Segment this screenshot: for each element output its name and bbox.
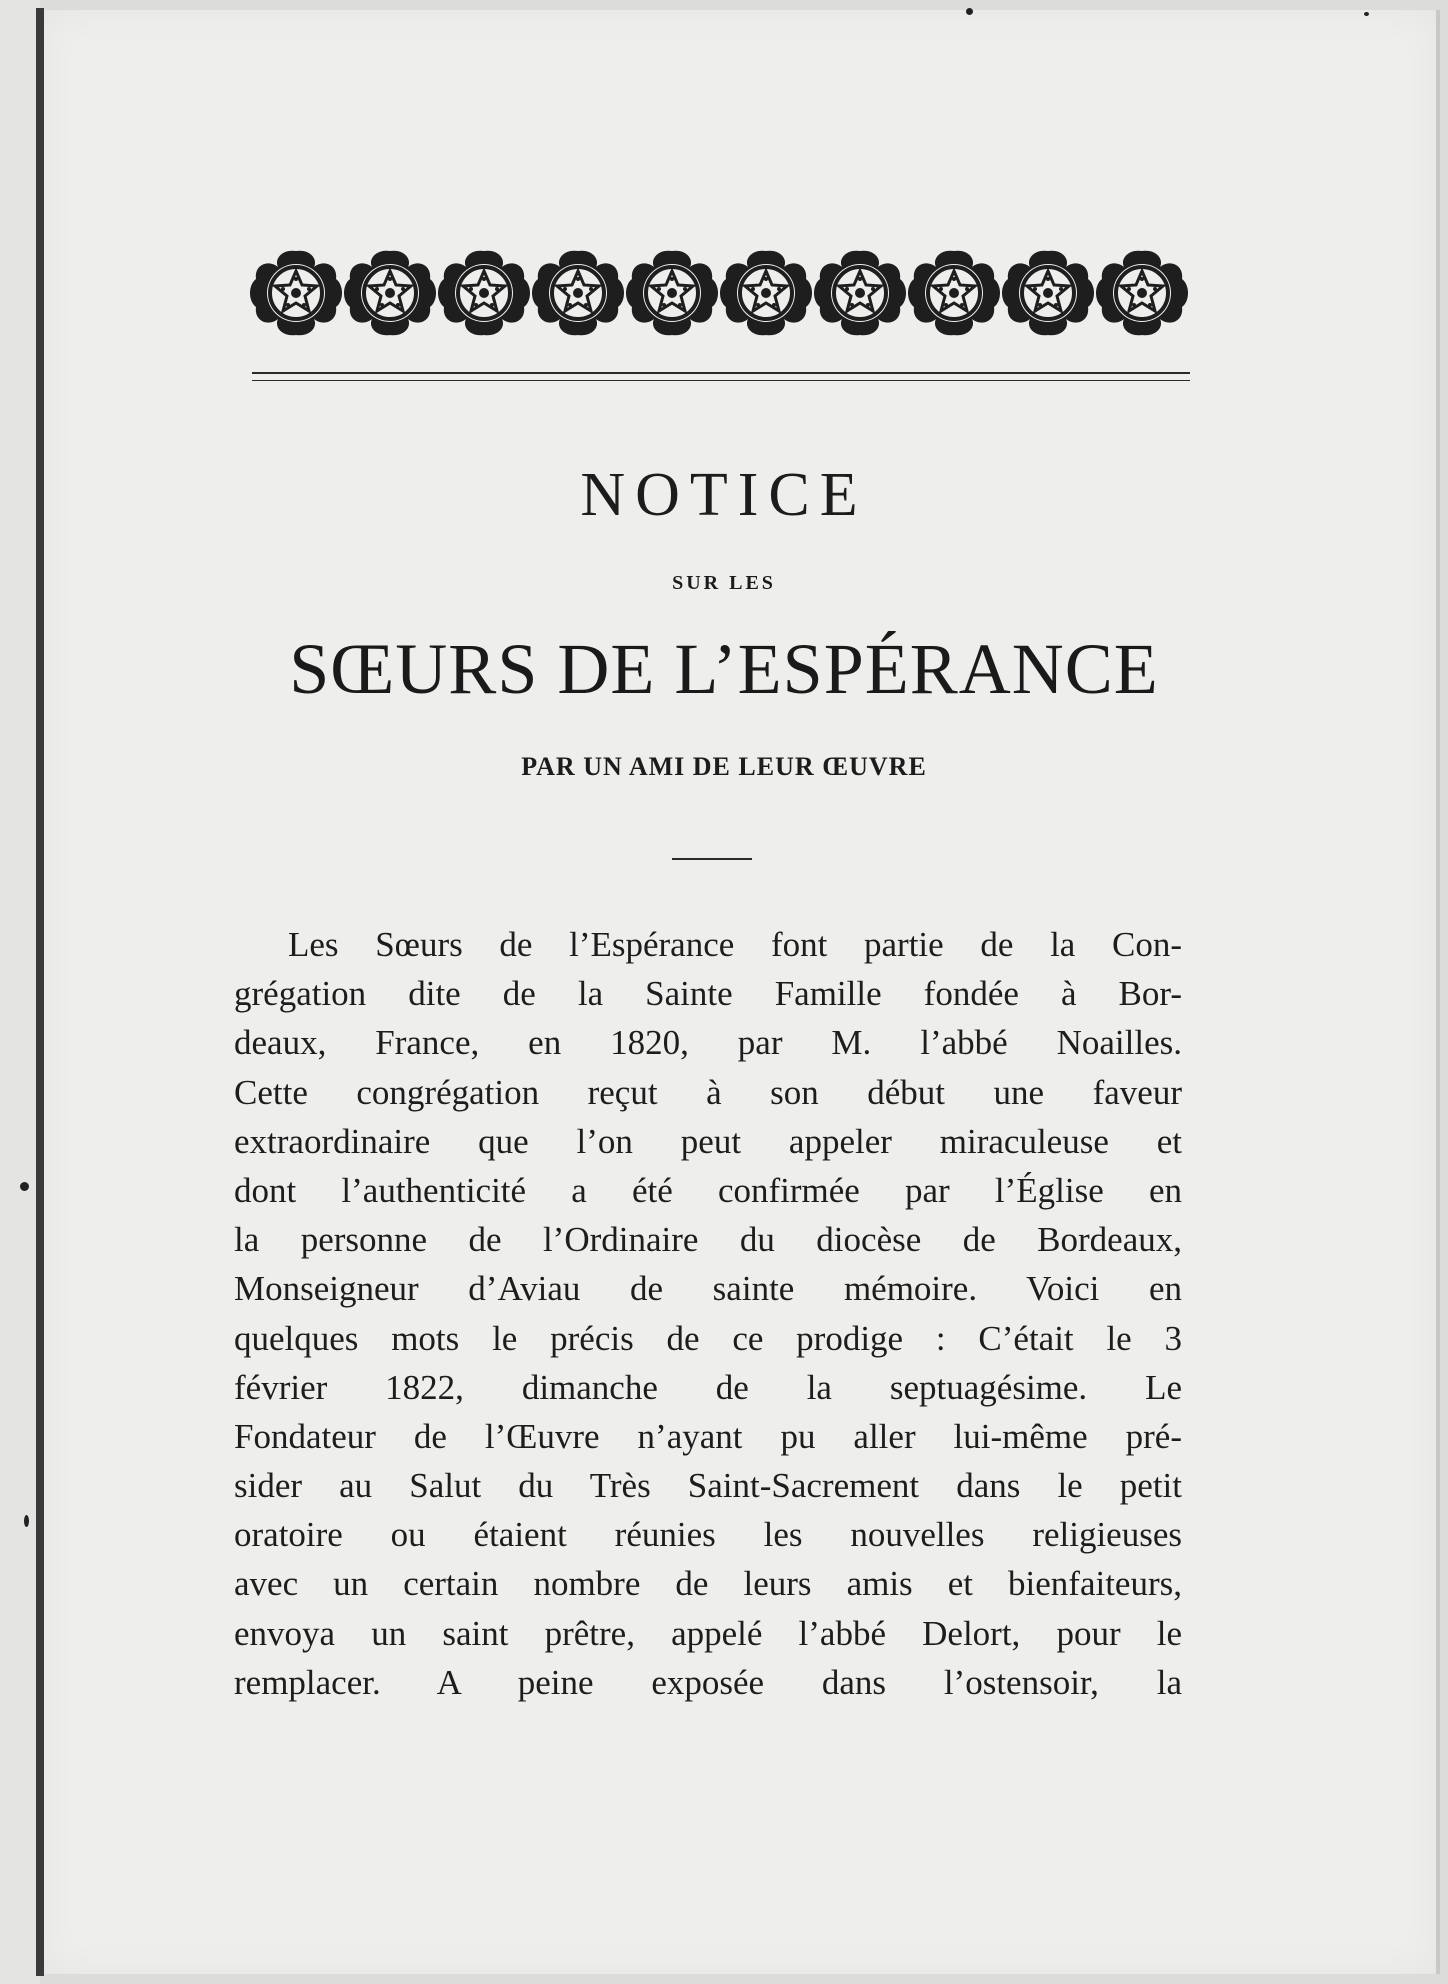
section-divider bbox=[672, 858, 752, 860]
body-paragraph bbox=[234, 920, 1182, 1707]
text-line: oratoire ou étaient réunies les nouvelles religieuses bbox=[234, 1515, 1182, 1555]
scan-speck bbox=[20, 1182, 29, 1191]
text-line: dont l’authenticité a été confirmée par l’Église en bbox=[234, 1170, 1182, 1210]
text-line: Monseigneur d’Aviau de sainte mémoire. Voici en bbox=[234, 1269, 1182, 1309]
text-line: Fondateur de l’Œuvre n’ayant pu aller lui-même pré- bbox=[234, 1416, 1182, 1456]
previous-page-strip bbox=[0, 0, 40, 1984]
byline: PAR UN AMI DE LEUR ŒUVRE bbox=[521, 752, 927, 781]
title-connector: SUR LES bbox=[672, 572, 776, 594]
text-line: avec un certain nombre de leurs amis et bienfaiteurs, bbox=[234, 1564, 1182, 1604]
text-line: la personne de l’Ordinaire du diocèse de Bordeaux, bbox=[234, 1220, 1182, 1260]
text-line: extraordinaire que l’on peut appeler miraculeuse et bbox=[234, 1121, 1182, 1161]
text-line: quelques mots le précis de ce prodige : C’était le 3 bbox=[234, 1318, 1182, 1358]
text-line: Les Sœurs de l’Espérance font partie de la Con- bbox=[288, 925, 1182, 964]
text-line: remplacer. A peine exposée dans l’ostensoir, la bbox=[234, 1662, 1182, 1702]
scan-speck bbox=[966, 8, 973, 15]
page-edge-shadow bbox=[36, 8, 44, 1976]
main-heading: SŒURS DE L’ESPÉRANCE bbox=[289, 629, 1159, 709]
header-rule-bottom bbox=[252, 380, 1190, 381]
decorative-rosette-border bbox=[250, 245, 1195, 340]
header-rule-top bbox=[252, 372, 1190, 374]
text-line: envoya un saint prêtre, appelé l’abbé Delort, pour le bbox=[234, 1613, 1182, 1653]
text-line: février 1822, dimanche de la septuagésime. Le bbox=[234, 1367, 1182, 1407]
text-line: Cette congrégation reçut à son début une faveur bbox=[234, 1072, 1182, 1112]
scan-speck bbox=[1364, 12, 1369, 16]
scan-speck bbox=[24, 1515, 29, 1527]
text-line: deaux, France, en 1820, par M. l’abbé Noailles. bbox=[234, 1023, 1182, 1063]
text-line: sider au Salut du Très Saint-Sacrement dans le petit bbox=[234, 1466, 1182, 1506]
text-line: grégation dite de la Sainte Famille fondée à Bor- bbox=[234, 974, 1182, 1014]
page-title: NOTICE bbox=[580, 461, 868, 529]
